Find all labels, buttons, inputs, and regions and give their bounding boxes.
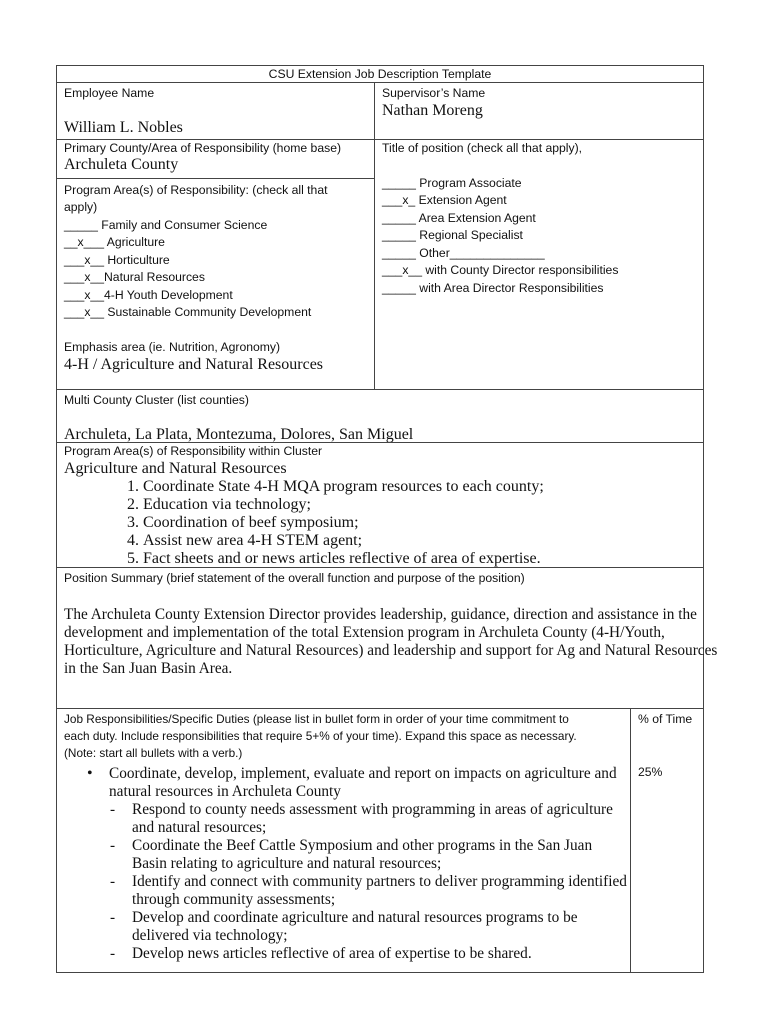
form-title: CSU Extension Job Description Template [268,67,492,81]
list-item: 2. Education via technology; [127,496,311,513]
county-label: Primary County/Area of Responsibility (home base) [64,141,342,155]
program-area-option[interactable]: ___x__ Sustainable Community Development [64,305,312,319]
summary-line: Horticulture, Agriculture and Natural Resources) and leadership and support for Ag and Natural Resources [64,642,718,659]
sub-item-line: Develop news articles reflective of area of expertise to be shared. [132,945,532,962]
summary-line: development and implementation of the total Extension program in Archuleta County (4-H/Youth, [64,624,665,641]
position-title-option[interactable]: _____ Regional Specialist [382,228,523,242]
supervisor-label: Supervisor’s Name [382,86,486,100]
cluster-areas-list [127,478,544,568]
cluster-areas-value: Agriculture and Natural Resources [64,460,287,477]
supervisor-name: Nathan Moreng [382,102,483,119]
employee-name: William L. Nobles [64,119,183,136]
sub-item-line: Identify and connect with community partners to deliver programming identified [132,873,627,890]
list-item: 5. Fact sheets and or news articles reflective of area of expertise. [127,550,541,567]
bullet-icon: • [87,765,93,782]
sub-item-line: Coordinate the Beef Cattle Symposium and other programs in the San Juan [132,837,593,854]
dash-icon: - [110,945,116,962]
sub-item-line: Respond to county needs assessment with programming in areas of agriculture [132,801,613,818]
job-description-form [56,65,718,973]
county-cell [56,139,375,179]
sub-item-line: and natural resources; [132,819,267,836]
program-areas-label-1: Program Area(s) of Responsibility: (check all that [64,183,328,197]
position-title-option[interactable]: ___x__ with County Director responsibilities [382,263,619,277]
position-title-option[interactable]: _____ with Area Director Responsibilities [382,281,604,295]
responsibilities-label-line: each duty. Include responsibilities that require 5+% of your time). Expand this space as necessary. [64,729,577,743]
county-value: Archuleta County [64,156,179,173]
position-title-label: Title of position (check all that apply), [382,141,583,155]
title-row [56,65,704,83]
responsibilities-cell [56,708,631,973]
list-item: 4. Assist new area 4-H STEM agent; [127,532,363,549]
summary-line: The Archuleta County Extension Director provides leadership, guidance, direction and assistance in the [64,606,697,623]
summary-line: in the San Juan Basin Area. [64,660,233,677]
position-title-option[interactable]: ___x_ Extension Agent [382,193,507,207]
program-area-option[interactable]: ___x__Natural Resources [64,270,205,284]
program-area-option[interactable]: _____ Family and Consumer Science [64,218,268,232]
program-area-option[interactable]: __x___ Agriculture [64,235,165,249]
sub-item-line: through community assessments; [132,891,336,908]
program-areas-label-2: apply) [64,200,98,214]
list-item: 1. Coordinate State 4-H MQA program resources to each county; [127,478,544,495]
dash-icon: - [110,873,116,890]
cluster-areas-label: Program Area(s) of Responsibility within Cluster [64,444,323,458]
sub-item-line: Develop and coordinate agriculture and natural resources programs to be [132,909,578,926]
program-areas-cell [56,178,375,390]
emphasis-label: Emphasis area (ie. Nutrition, Agronomy) [64,340,281,354]
responsibilities-label-line: (Note: start all bullets with a verb.) [64,746,243,760]
position-summary-cell [56,567,718,709]
percent-time-value: 25% [638,765,663,779]
emphasis-value: 4-H / Agriculture and Natural Resources [64,356,324,373]
sub-item-line: delivered via technology; [132,927,288,944]
employee-cell [56,82,375,140]
supervisor-cell [374,82,704,140]
program-area-option[interactable]: ___x__4-H Youth Development [64,288,233,302]
cluster-areas-cell [56,442,704,568]
position-title-option[interactable]: _____ Other______________ [382,246,545,260]
bullet-line: natural resources in Archuleta County [109,783,341,800]
sub-item-line: Basin relating to agriculture and natural resources; [132,855,442,872]
position-title-option[interactable]: _____ Area Extension Agent [382,211,536,225]
position-summary-label: Position Summary (brief statement of the overall function and purpose of the position) [64,571,525,585]
responsibilities-label-line: Job Responsibilities/Specific Duties (please list in bullet form in order of your time commitment to [64,712,569,726]
dash-icon: - [110,837,116,854]
percent-time-label: % of Time [638,712,693,726]
position-title-cell [374,139,704,390]
multi-county-value: Archuleta, La Plata, Montezuma, Dolores, San Miguel [64,426,414,443]
employee-label: Employee Name [64,86,155,100]
multi-county-label: Multi County Cluster (list counties) [64,393,249,407]
percent-time-cell [630,708,704,973]
program-area-option[interactable]: ___x__ Horticulture [64,253,170,267]
position-title-option[interactable]: _____ Program Associate [382,176,522,190]
multi-county-cell [56,389,704,443]
list-item: 3. Coordination of beef symposium; [127,514,359,531]
dash-icon: - [110,801,116,818]
bullet-line: Coordinate, develop, implement, evaluate and report on impacts on agriculture and [109,765,617,782]
dash-icon: - [110,909,116,926]
